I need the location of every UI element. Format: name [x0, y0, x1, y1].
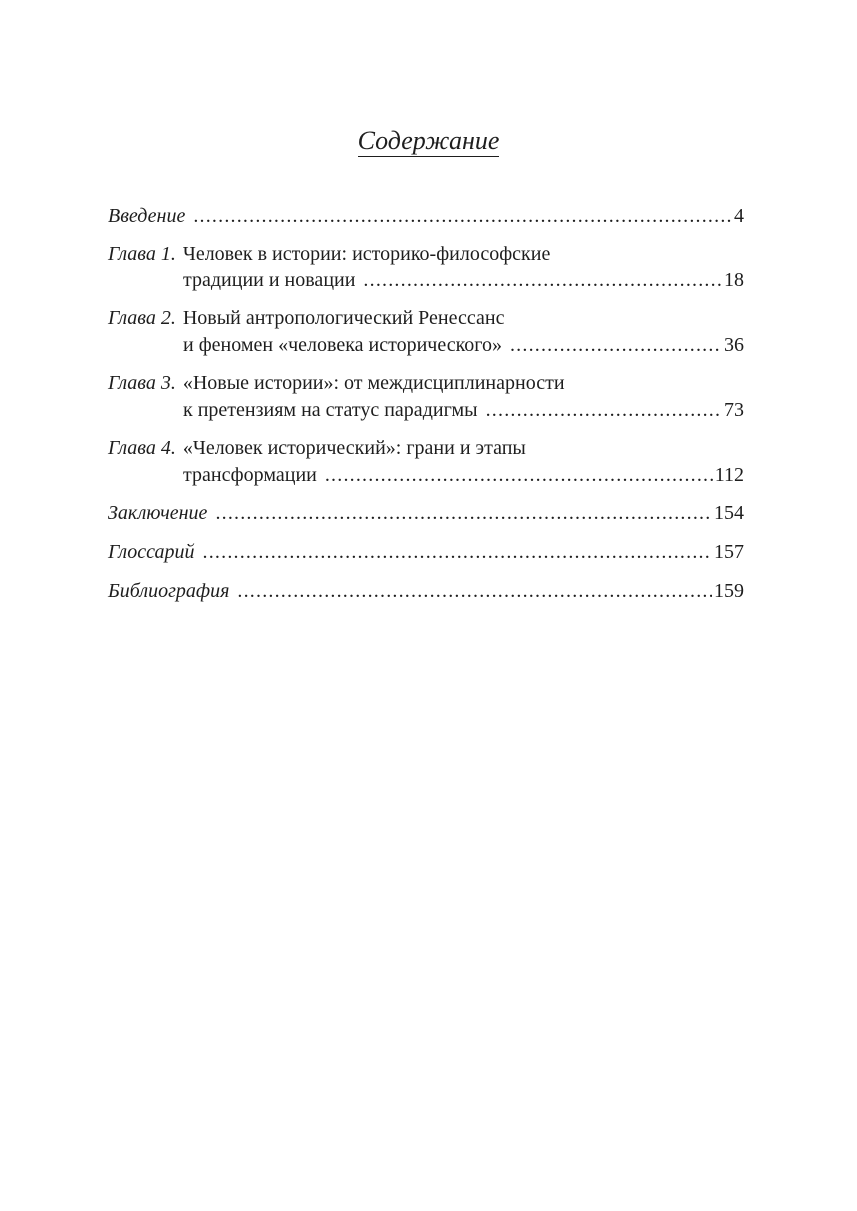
- toc-label: Заключение: [108, 502, 208, 524]
- toc-page-number: 73: [724, 399, 744, 421]
- toc-entry-chapter-3[interactable]: [108, 370, 744, 424]
- toc-entry-chapter-4[interactable]: [108, 435, 744, 489]
- dot-leader: [325, 462, 713, 489]
- page-title-text: Содержание: [357, 126, 500, 155]
- toc-title-line-2: и феномен «человека исторического»: [183, 334, 502, 356]
- toc-label: Глава 1.: [108, 243, 176, 265]
- toc-label: Глава 3.: [108, 372, 176, 394]
- toc-entry-glossary[interactable]: [108, 539, 744, 566]
- toc-title-line-2: трансформации: [183, 464, 317, 486]
- toc-title-line-1: «Новые истории»: от междисциплинарности: [182, 372, 565, 394]
- toc-entry-conclusion[interactable]: [108, 500, 744, 527]
- dot-leader: [510, 332, 722, 359]
- toc-page-number: 159: [714, 580, 744, 602]
- toc-entry-chapter-1[interactable]: [108, 242, 744, 294]
- toc-entry-chapter-2[interactable]: [108, 305, 744, 359]
- dot-leader: [486, 397, 722, 424]
- toc-title-line-2: традиции и новации: [183, 269, 356, 291]
- toc-title-line-1: «Человек исторический»: грани и этапы: [182, 437, 526, 459]
- toc-label: Введение: [108, 205, 186, 227]
- toc-page-number: 4: [734, 205, 744, 227]
- page-title: [0, 124, 857, 158]
- toc-label: Глоссарий: [108, 541, 195, 563]
- toc-page-number: 36: [724, 334, 744, 356]
- toc-page-number: 18: [724, 269, 744, 291]
- dot-leader: [237, 578, 712, 605]
- toc-title-line-1: Человек в истории: историко-философские: [182, 243, 551, 265]
- toc-title-line-1: Новый антропологический Ренессанс: [182, 307, 505, 329]
- toc-title-line-2: к претензиям на статус парадигмы: [183, 399, 478, 421]
- dot-leader: [363, 267, 722, 294]
- toc-entry-bibliography[interactable]: [108, 578, 744, 605]
- toc-label: Библиография: [108, 580, 230, 602]
- toc-label: Глава 2.: [108, 307, 176, 329]
- dot-leader: [215, 500, 712, 527]
- table-of-contents: [108, 203, 744, 617]
- toc-page-number: 157: [714, 541, 744, 563]
- toc-page-number: 112: [714, 464, 744, 486]
- toc-label: Глава 4.: [108, 437, 176, 459]
- dot-leader: [203, 539, 712, 566]
- toc-entry-introduction[interactable]: [108, 203, 744, 230]
- dot-leader: [193, 203, 732, 230]
- toc-page-number: 154: [714, 502, 744, 524]
